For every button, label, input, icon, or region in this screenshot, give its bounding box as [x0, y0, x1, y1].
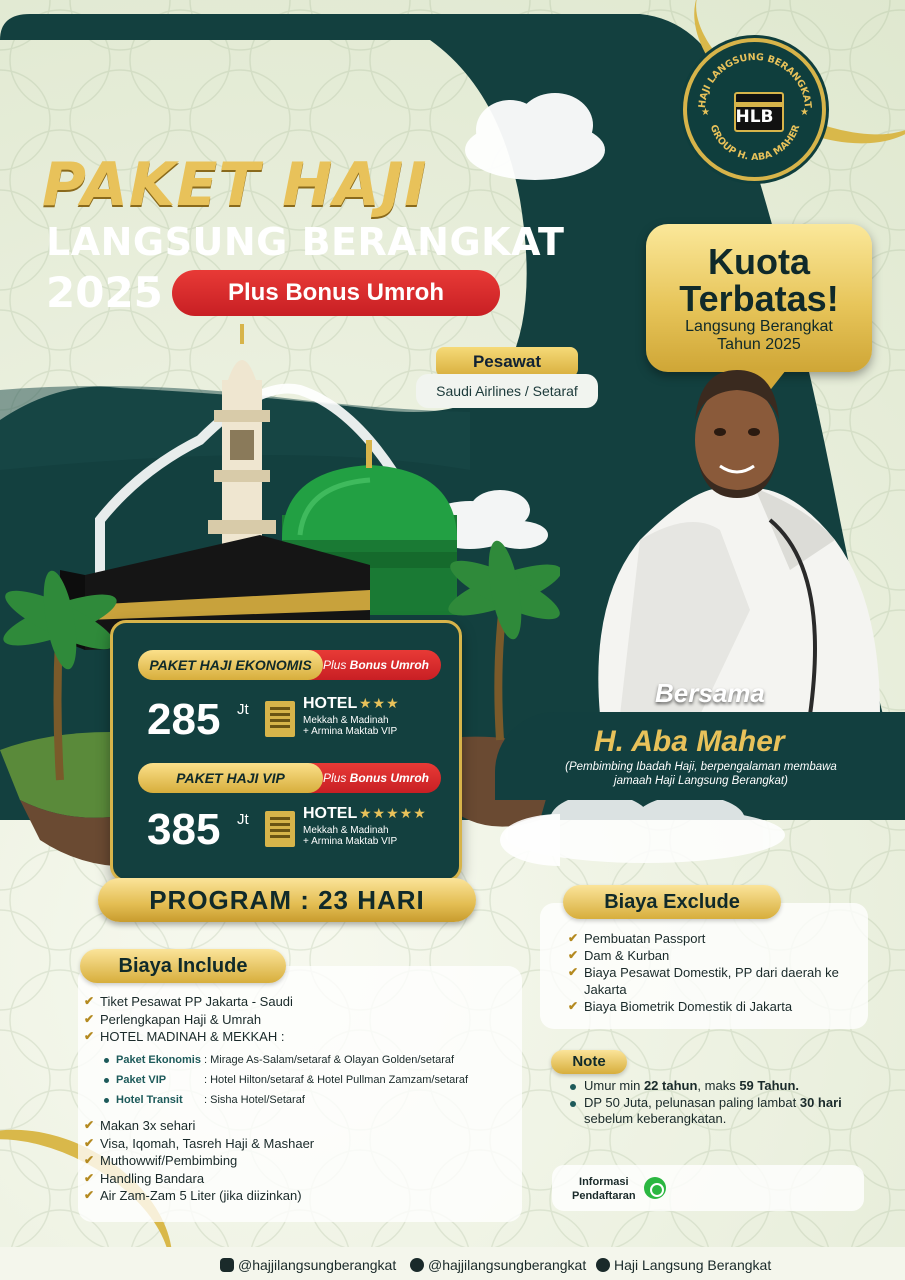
- exclude-item: ✔ Biaya Biometrik Domestik di Jakarta: [568, 999, 793, 1014]
- check-icon: ✔: [568, 931, 579, 945]
- kuota-line2: Terbatas!: [679, 278, 839, 319]
- kuota-badge: [646, 224, 872, 372]
- include-item: ✔ Air Zam-Zam 5 Liter (jika diizinkan): [84, 1188, 302, 1203]
- footer-facebook[interactable]: Haji Langsung Berangkat: [614, 1257, 772, 1273]
- hotel-details-list: [104, 1050, 514, 1110]
- hlb-logo: [683, 38, 826, 181]
- note-list: [570, 1078, 870, 1128]
- package-1-price-unit: Jt: [237, 701, 249, 718]
- package-1-bonus: Plus Bonus Umroh: [263, 650, 441, 680]
- package-1-hotel-word: HOTEL: [303, 695, 358, 712]
- footer-instagram[interactable]: @hajjilangsungberangkat: [238, 1257, 397, 1273]
- pesawat-value: Saudi Airlines / Setaraf: [416, 374, 598, 408]
- package-2-price-unit: Jt: [237, 811, 249, 828]
- svg-text:★: ★: [800, 107, 809, 118]
- include-list-bottom: [84, 1117, 504, 1205]
- check-icon: ✔: [568, 965, 579, 979]
- package-1-hotel-line2: + Armina Maktab VIP: [303, 726, 398, 737]
- registration-info[interactable]: [552, 1165, 864, 1211]
- package-2-hotel-line1: Mekkah & Madinah: [303, 825, 389, 836]
- package-2-price: 385: [147, 805, 221, 854]
- include-item: ✔ HOTEL MADINAH & MEKKAH :: [84, 1029, 285, 1044]
- hotel-detail-row: Paket Ekonomis : Mirage As-Salam/setaraf & Olayan Golden/setaraf: [104, 1050, 514, 1070]
- exclude-item: ✔ Biaya Pesawat Domestik, PP dari daerah ke Jakarta: [568, 965, 839, 997]
- note-title: Note: [551, 1050, 627, 1074]
- package-2-name: PAKET HAJI VIP: [138, 763, 323, 793]
- pesawat-label: Pesawat: [436, 347, 578, 377]
- include-item: ✔ Tiket Pesawat PP Jakarta - Saudi: [84, 994, 293, 1009]
- kuota-line3: Langsung Berangkat: [685, 318, 833, 335]
- check-icon: ✔: [84, 1118, 95, 1132]
- include-item: ✔ Perlengkapan Haji & Umrah: [84, 1011, 262, 1027]
- note-item: Umur min 22 tahun, maks 59 Tahun.: [570, 1078, 870, 1095]
- package-2-stars: ★★★★★: [359, 806, 427, 822]
- guide-photo: [580, 370, 890, 715]
- tiktok-icon: [410, 1258, 424, 1272]
- hotel-building-icon: [265, 701, 295, 737]
- check-icon: ✔: [84, 1011, 95, 1026]
- registration-label: Informasi Pendaftaran: [572, 1176, 636, 1202]
- headline-langsung-berangkat: LANGSUNG BERANGKAT: [46, 220, 565, 264]
- kuota-line1: Kuota: [708, 241, 810, 282]
- facebook-icon: [596, 1258, 610, 1272]
- package-1-name: PAKET HAJI EKONOMIS: [138, 650, 323, 680]
- package-1-stars: ★★★: [359, 696, 400, 712]
- include-title: Biaya Include: [80, 949, 286, 983]
- headline-paket-haji: PAKET HAJI: [42, 150, 428, 220]
- logo-initials: HLB: [735, 107, 774, 127]
- logo-ring-bottom: GROUP H. ABA MAHER: [707, 123, 803, 164]
- include-item: ✔ Visa, Iqomah, Tasreh Haji & Mashaer: [84, 1135, 315, 1151]
- package-1-hotel-line1: Mekkah & Madinah: [303, 715, 389, 726]
- svg-text:★: ★: [701, 107, 710, 118]
- cloud-top: [450, 80, 620, 190]
- check-icon: ✔: [84, 1170, 95, 1185]
- exclude-item: ✔ Pembuatan Passport: [568, 931, 706, 946]
- include-list-top: [84, 993, 504, 1046]
- logo-ring-top: HAJI LANGSUNG BERANGKAT: [696, 51, 814, 109]
- exclude-title: Biaya Exclude: [563, 885, 781, 919]
- check-icon: ✔: [84, 1188, 95, 1202]
- whatsapp-icon[interactable]: [644, 1177, 666, 1199]
- guide-name: H. Aba Maher: [594, 725, 785, 758]
- include-item: ✔ Muthowwif/Pembimbing: [84, 1153, 238, 1168]
- include-item: ✔ Handling Bandara: [84, 1170, 205, 1186]
- note-item: DP 50 Juta, pelunasan paling lambat 30 hari sebelum keberangkatan.: [570, 1095, 870, 1128]
- footer-tiktok[interactable]: @hajjilangsungberangkat: [428, 1257, 587, 1273]
- include-item: ✔ Makan 3x sehari: [84, 1118, 196, 1133]
- check-icon: ✔: [84, 1029, 95, 1043]
- package-2-bonus: Plus Bonus Umroh: [263, 763, 441, 793]
- instagram-icon: [220, 1258, 234, 1272]
- exclude-item: ✔ Dam & Kurban: [568, 948, 670, 963]
- package-1-price: 285: [147, 695, 221, 744]
- check-icon: ✔: [568, 999, 579, 1013]
- check-icon: ✔: [84, 1135, 95, 1150]
- package-2-hotel-line2: + Armina Maktab VIP: [303, 836, 398, 847]
- hotel-detail-row: Hotel Transit : Sisha Hotel/Setaraf: [104, 1090, 514, 1110]
- check-icon: ✔: [84, 1153, 95, 1167]
- package-card: [110, 620, 462, 882]
- kuota-line4: Tahun 2025: [717, 336, 801, 353]
- headline-year: 2025: [46, 268, 163, 317]
- exclude-list: [568, 930, 858, 1015]
- bonus-umroh-pill: Plus Bonus Umroh: [172, 270, 500, 316]
- hotel-building-icon: [265, 811, 295, 847]
- hotel-detail-row: Paket VIP : Hotel Hilton/setaraf & Hotel Pullman Zamzam/setaraf: [104, 1070, 514, 1090]
- cloud-right: [500, 790, 790, 870]
- check-icon: ✔: [568, 948, 579, 962]
- program-duration-bar: PROGRAM : 23 HARI: [98, 878, 476, 922]
- check-icon: ✔: [84, 994, 95, 1008]
- package-2-hotel-word: HOTEL: [303, 805, 358, 822]
- guide-description: (Pembimbing Ibadah Haji, berpengalaman membawa jamaah Haji Langsung Berangkat): [565, 761, 837, 787]
- bersama-label: Bersama: [655, 678, 765, 708]
